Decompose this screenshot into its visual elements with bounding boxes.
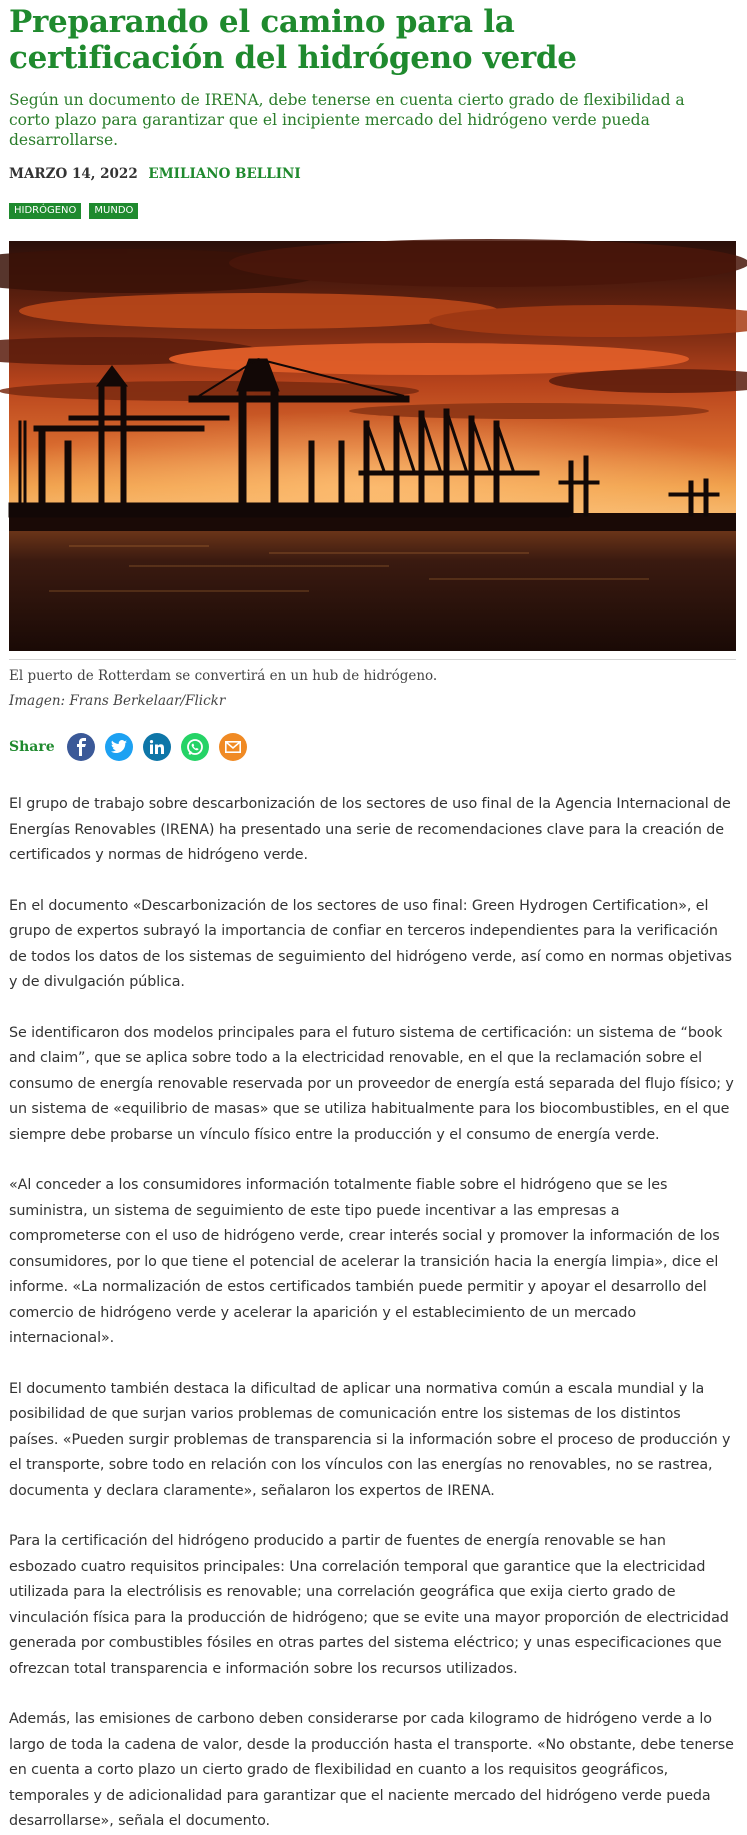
tag-hidrogeno[interactable]: HIDRÓGENO [9,203,81,219]
twitter-share-button[interactable] [105,733,133,761]
share-bar [9,732,738,762]
article-meta [9,165,738,183]
linkedin-share-button[interactable] [143,733,171,761]
email-icon [225,741,241,753]
body-paragraph: «Al conceder a los consumidores información totalmente fiable sobre el hidrógeno que se les suministra, un sistema de seguimiento de este tipo puede incentivar a las empresas a comprometerse con el uso de hidrógeno verde, crear interés social y promover la información de los consumidores, por lo que tiene el potencial de acelerar la transición hacia la energía limpia», dice el informe. «La normalización de estos certificados también puede permitir y apoyar el desarrollo del comercio de hidrógeno verde y acelerar la aparición y el establecimiento de un mercado internacional». [9,1177,720,1346]
article-date: MARZO 14, 2022 [9,166,138,182]
twitter-icon [111,740,127,754]
tag-list [9,203,738,219]
body-paragraph: El documento también destaca la dificultad de aplicar una normativa común a escala mundial y la posibilidad de que surjan varios problemas de comunicación entre los sistemas de los distintos países. «Pueden surgir problemas de transparencia si la información sobre el proceso de producción y el transporte, sobre todo en relación con los vínculos con las energías no renovables, no se rastrea, documenta y declara claramente», señalaron los expertos de IRENA. [9,1380,731,1499]
share-label: Share [9,739,55,755]
linkedin-icon [150,740,164,754]
port-sunset-image [9,241,736,651]
caption-divider [9,659,736,660]
body-paragraph: Se identificaron dos modelos principales para el futuro sistema de certificación: un sistema de “book and claim”, que se aplica sobre todo a la electricidad renovable, en el que la reclamación sobre el consumo de energía renovable reservada por un proveedor de energía está separada del flujo físico; y un sistema de «equilibrio de masas» que se utiliza habitualmente para los biocombustibles, en el que siempre debe probarse un vínculo físico entre la producción y el consumo de energía verde. [9,1024,734,1143]
body-paragraph: Además, las emisiones de carbono deben considerarse por cada kilogramo de hidrógeno verde a lo largo de toda la cadena de valor, desde la producción hasta el transporte. «No obstante, debe tenerse en cuenta a corto plazo un cierto grado de flexibilidad en cuanto a los requisitos geográficos, temporales y de adicionalidad para garantizar que el naciente mercado del hidrógeno verde pueda desarrollarse», señala el documento. [9,1711,734,1829]
article-body [9,792,738,1835]
body-paragraph: Para la certificación del hidrógeno producido a partir de fuentes de energía renovable se han esbozado cuatro requisitos principales: Una correlación temporal que garantice que la electricidad utilizada para la electrólisis es renovable; una correlación geográfica que exija cierto grado de vinculación física para la producción de hidrógeno; que se evite una mayor proporción de electricidad generada por combustibles fósiles en otras partes del sistema eléctrico; y unas especificaciones que ofrezcan total transparencia e información sobre los recursos utilizados. [9,1533,729,1677]
email-share-button[interactable] [219,733,247,761]
image-credit: Imagen: Frans Berkelaar/Flickr [9,693,226,709]
facebook-share-button[interactable] [67,733,95,761]
image-caption: El puerto de Rotterdam se convertirá en un hub de hidrógeno. [9,668,438,684]
body-paragraph: El grupo de trabajo sobre descarbonización de los sectores de uso final de la Agencia Internacional de Energías Renovables (IRENA) ha presentado una serie de recomendaciones clave para la creación de certificados y normas de hidrógeno verde. [9,796,731,863]
body-paragraph: En el documento «Descarbonización de los sectores de uso final: Green Hydrogen Certification», el grupo de expertos subrayó la importancia de confiar en terceros independientes para la verificación de todos los datos de los sistemas de seguimiento del hidrógeno verde, así como en normas objetivas y de divulgación pública. [9,897,732,990]
hero-image [9,241,736,651]
article-subtitle: Según un documento de IRENA, debe tenerse en cuenta cierto grado de flexibilidad a corto plazo para garantizar que el incipiente mercado del hidrógeno verde pueda desarrollarse. [9,91,685,149]
tag-mundo[interactable]: MUNDO [89,203,138,219]
author-link[interactable]: EMILIANO BELLINI [148,166,301,182]
whatsapp-icon [186,738,204,756]
whatsapp-share-button[interactable] [181,733,209,761]
facebook-icon [75,738,87,756]
article-title: Preparando el camino para la certificación del hidrógeno verde [9,4,577,76]
